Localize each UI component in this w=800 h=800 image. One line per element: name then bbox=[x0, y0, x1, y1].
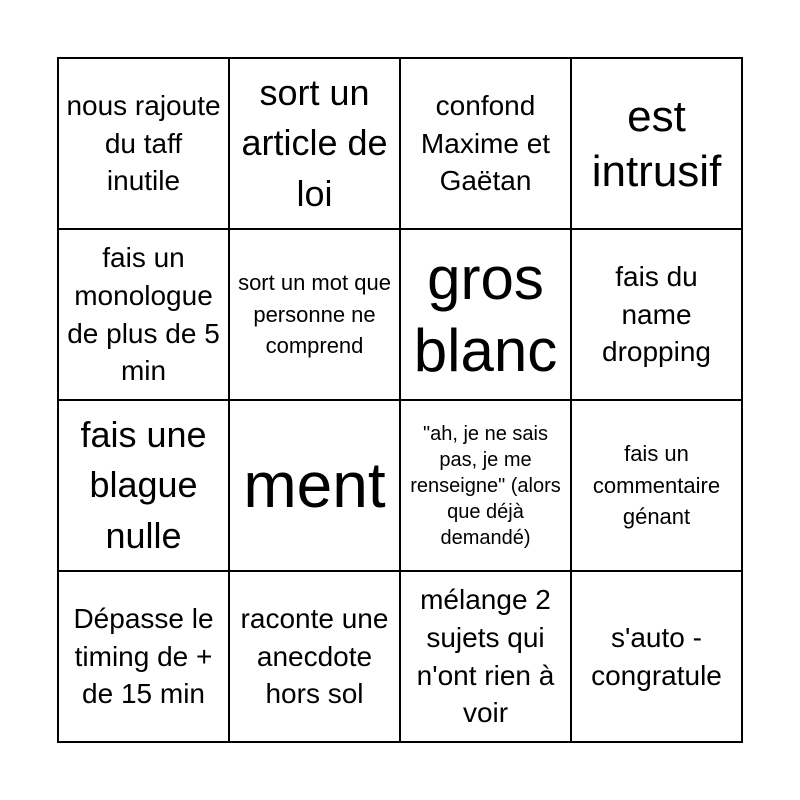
bingo-cell[interactable] bbox=[571, 229, 742, 400]
cell-text: sort un mot que personne ne comprend bbox=[238, 269, 391, 359]
cell-text: fais du name dropping bbox=[602, 260, 711, 368]
bingo-cell[interactable] bbox=[400, 229, 571, 400]
bingo-cell[interactable] bbox=[400, 400, 571, 571]
cell-text: ment bbox=[243, 449, 386, 522]
cell-text: fais un monologue de plus de 5 min bbox=[67, 241, 220, 387]
bingo-cell[interactable] bbox=[571, 58, 742, 229]
bingo-cell[interactable] bbox=[229, 229, 400, 400]
bingo-cell[interactable] bbox=[229, 58, 400, 229]
cell-text: nous rajoute du taff inutile bbox=[66, 89, 221, 197]
cell-text: fais un commentaire génant bbox=[592, 440, 721, 530]
cell-text: fais une blague nulle bbox=[80, 413, 207, 556]
cell-text: sort un article de loi bbox=[241, 71, 388, 214]
cell-text: raconte une anecdote hors sol bbox=[240, 602, 389, 710]
bingo-cell[interactable] bbox=[58, 571, 229, 742]
cell-text: "ah, je ne sais pas, je me renseigne" (alors que déjà demandé) bbox=[410, 422, 561, 549]
cell-text: confond Maxime et Gaëtan bbox=[420, 89, 551, 197]
bingo-cell[interactable] bbox=[229, 400, 400, 571]
bingo-cell[interactable] bbox=[229, 571, 400, 742]
bingo-board bbox=[57, 57, 743, 743]
bingo-cell[interactable] bbox=[58, 58, 229, 229]
bingo-cell[interactable] bbox=[58, 400, 229, 571]
bingo-cell[interactable] bbox=[571, 400, 742, 571]
cell-text: Dépasse le timing de + de 15 min bbox=[73, 602, 214, 710]
bingo-cell[interactable] bbox=[400, 571, 571, 742]
cell-text: s'auto - congratule bbox=[591, 621, 722, 691]
cell-text: est intrusif bbox=[591, 91, 722, 196]
cell-text: gros blanc bbox=[413, 244, 558, 384]
bingo-cell[interactable] bbox=[58, 229, 229, 400]
bingo-cell[interactable] bbox=[400, 58, 571, 229]
cell-text: mélange 2 sujets qui n'ont rien à voir bbox=[416, 583, 555, 729]
bingo-cell[interactable] bbox=[571, 571, 742, 742]
